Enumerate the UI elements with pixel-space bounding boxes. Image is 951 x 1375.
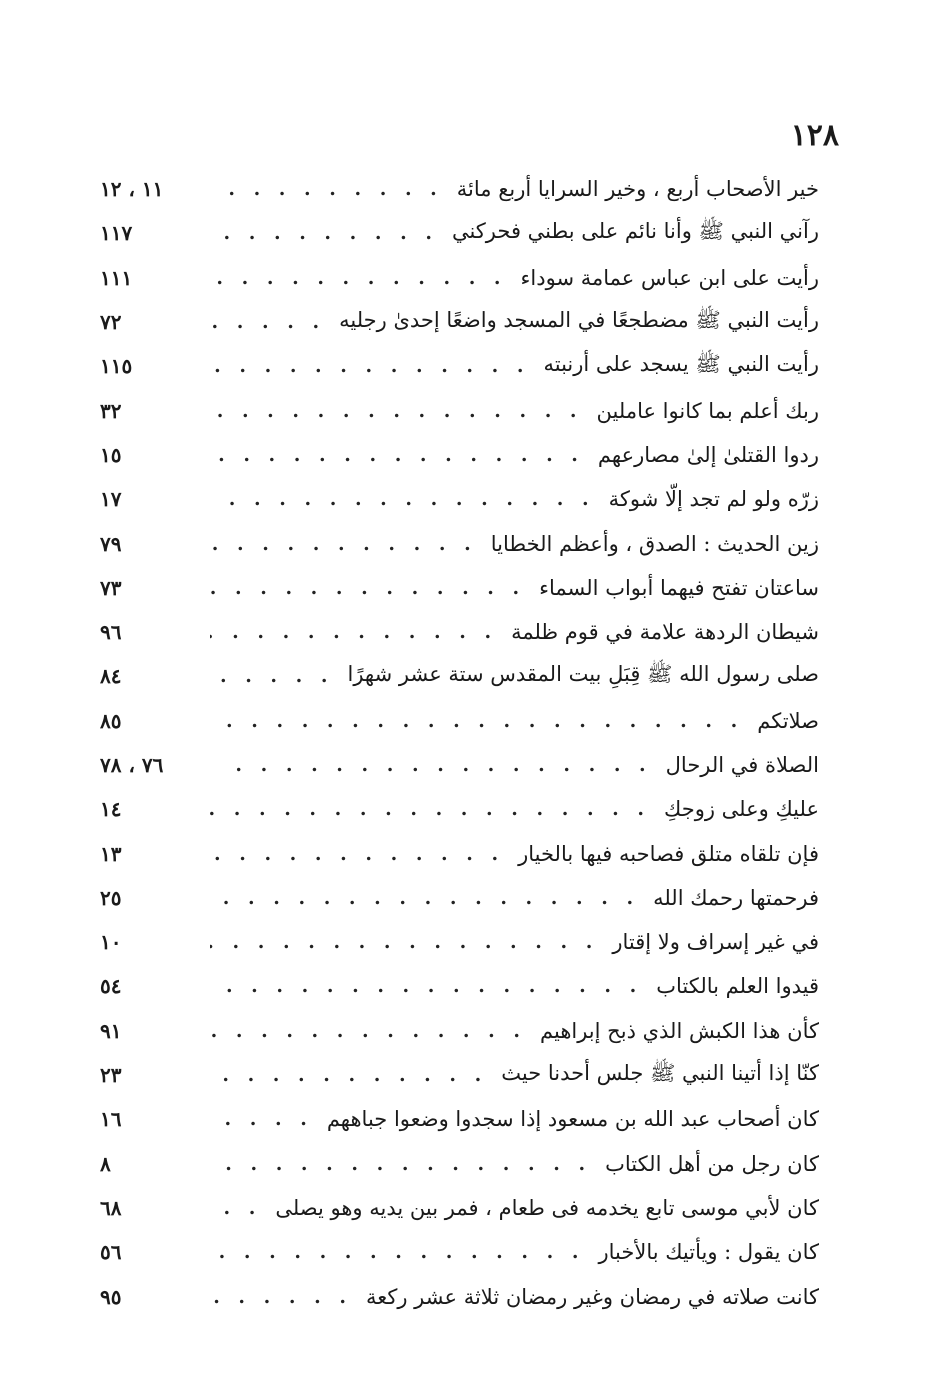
dot-leader [210, 621, 497, 643]
index-entry [100, 167, 819, 211]
index-entry [100, 876, 819, 920]
entry-page-numbers: ١١٥ [100, 354, 133, 379]
entry-title: رآني النبي ﷺ وأنا نائم على بطني فحركني [451, 218, 819, 243]
entry-title: كنّا إذا أتينا النبي ﷺ جلس أحدنا حيث [501, 1060, 819, 1085]
entry-page-numbers: ٧٢ [100, 310, 122, 335]
entry-title: كانت صلاته في رمضان وغير رمضان ثلاثة عشر ركعة [365, 1284, 819, 1309]
dot-leader [210, 1286, 352, 1308]
dot-leader [229, 754, 651, 776]
index-entry [100, 521, 819, 565]
entry-title: صلاتكم [757, 708, 819, 733]
entry-page-numbers: ١٧ [100, 487, 122, 512]
dot-leader [210, 577, 525, 599]
entry-title: قيدوا العلم بالكتاب [656, 974, 819, 999]
entry-title: فإن تلقاه متلق فصاحبه فيها بالخيار [518, 841, 819, 866]
entry-page-numbers: ١١١ [100, 265, 133, 290]
entry-page-numbers: ١٤ [100, 797, 122, 822]
entry-title: ساعتان تفتح فيهما أبواب السماء [539, 575, 819, 600]
index-entry [100, 1009, 819, 1053]
entry-title: كان رجل من أهل الكتاب [605, 1151, 819, 1176]
entry-title: فرحمتها رحمك الله [653, 885, 819, 910]
index-entry [100, 964, 819, 1008]
entry-title: ربك أعلم بما كانوا عاملين [596, 398, 819, 423]
entry-title: زين الحديث : الصدق ، وأعظم الخطايا [490, 531, 819, 556]
dot-leader [229, 178, 442, 200]
index-entry [100, 477, 819, 521]
entry-title: عليكِ وعلى زوجكِ [664, 797, 819, 822]
entry-page-numbers: ١٣ [100, 841, 122, 866]
dot-leader [210, 975, 642, 997]
index-entry [100, 388, 819, 432]
dot-leader [210, 533, 477, 555]
index-entry [100, 566, 819, 610]
index-entry [100, 300, 819, 344]
index-entry [100, 743, 819, 787]
dot-leader [210, 887, 639, 909]
dot-leader [210, 843, 504, 865]
dot-leader [210, 355, 530, 377]
entry-page-numbers: ٩٥ [100, 1284, 122, 1309]
dot-leader [210, 488, 595, 510]
entry-page-numbers: ١٥ [100, 442, 122, 467]
entry-page-numbers: ٢٣ [100, 1063, 122, 1088]
entry-title: خير الأصحاب أربع ، وخير السرايا أربع مائة [456, 177, 819, 202]
dot-leader [210, 1241, 584, 1263]
entry-page-numbers: ٦٨ [100, 1195, 122, 1220]
entry-title: الصلاة في الرحال [665, 753, 819, 777]
index-entry [100, 654, 819, 698]
dot-leader [210, 222, 438, 244]
entry-title: كان يقول : ويأتيك بالأخبار [598, 1240, 819, 1265]
dot-leader [210, 1197, 261, 1219]
dot-leader [210, 1108, 313, 1130]
index-entry [100, 256, 819, 300]
dot-leader [210, 665, 334, 687]
page-number: ١٢٨ [790, 118, 839, 153]
dot-leader [210, 444, 584, 466]
index-entry [100, 433, 819, 477]
index-entry [100, 831, 819, 875]
entry-title: زرّه ولو لم تجد إلّا شوكة [608, 487, 819, 512]
entry-page-numbers: ١٦ [100, 1107, 122, 1132]
entry-page-numbers: ٧٣ [100, 575, 122, 600]
entry-title: كان أصحاب عبد الله بن مسعود إذا سجدوا وضعوا جباههم [326, 1107, 819, 1132]
index-entry [100, 1142, 819, 1186]
index-entry [100, 1274, 819, 1318]
dot-leader [210, 1153, 591, 1175]
index-entry [100, 1230, 819, 1274]
entry-page-numbers: ١١ ، ١٢ [100, 177, 164, 202]
index-entry [100, 610, 819, 654]
index-entry [100, 1186, 819, 1230]
index-entry [100, 1097, 819, 1141]
entry-page-numbers: ٨٥ [100, 708, 122, 733]
entry-page-numbers: ٩٦ [100, 620, 122, 645]
dot-leader [210, 267, 507, 289]
entry-page-numbers: ٧٦ ، ٧٨ [100, 753, 164, 777]
entry-title: شيطان الردهة علامة في قوم ظلمة [511, 620, 819, 645]
entry-page-numbers: ٧٩ [100, 531, 122, 556]
entry-page-numbers: ١٠ [100, 930, 122, 955]
entry-page-numbers: ٥٤ [100, 974, 122, 999]
entry-title: رأيت النبي ﷺ مضطجعًا في المسجد واضعًا إحدىٰ رجليه [339, 307, 819, 332]
index-entry [100, 787, 819, 831]
dot-leader [210, 710, 743, 732]
entry-page-numbers: ٨ [100, 1151, 111, 1176]
entry-title: صلى رسول الله ﷺ قِبَلِ بيت المقدس ستة عشر شهرًا [347, 661, 819, 686]
entry-page-numbers: ١١٧ [100, 221, 133, 246]
entry-page-numbers: ٥٦ [100, 1240, 122, 1265]
entry-page-numbers: ٩١ [100, 1018, 122, 1043]
hadith-index-list [100, 167, 819, 1319]
index-entry [100, 699, 819, 743]
entry-title: رأيت على ابن عباس عمامة سوداء [520, 265, 819, 290]
index-entry [100, 1053, 819, 1097]
index-entry [100, 211, 819, 255]
index-entry [100, 920, 819, 964]
dot-leader [210, 798, 650, 820]
index-entry [100, 344, 819, 388]
dot-leader [210, 1020, 526, 1042]
entry-title: رأيت النبي ﷺ يسجد على أرنبته [543, 351, 819, 376]
entry-page-numbers: ٣٢ [100, 398, 122, 423]
entry-title: كأن هذا الكبش الذي ذبح إبراهيم [540, 1018, 819, 1043]
dot-leader [210, 311, 325, 333]
entry-title: كان لأبي موسى تابع يخدمه فى طعام ، فمر بين يديه وهو يصلى [275, 1195, 819, 1220]
dot-leader [210, 1064, 487, 1086]
entry-title: في غير إسراف ولا إقتار [612, 930, 819, 955]
dot-leader [210, 931, 598, 953]
dot-leader [210, 400, 583, 422]
entry-title: ردوا القتلىٰ إلىٰ مصارعهم [597, 442, 819, 467]
entry-page-numbers: ٢٥ [100, 885, 122, 910]
entry-page-numbers: ٨٤ [100, 664, 122, 689]
